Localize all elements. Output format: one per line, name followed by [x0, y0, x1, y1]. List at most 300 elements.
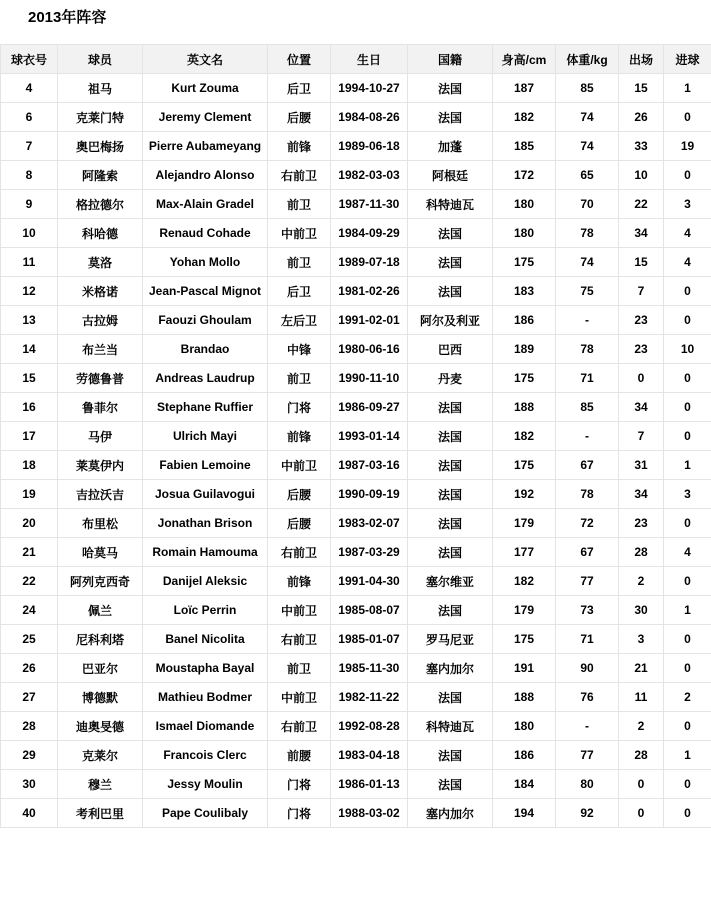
- table-row: [1, 567, 711, 596]
- table-cell: 4: [664, 248, 711, 277]
- table-cell: 莱莫伊内: [58, 451, 143, 480]
- table-cell: Jeremy Clement: [143, 103, 268, 132]
- table-cell: 法国: [408, 103, 493, 132]
- table-cell: 1990-09-19: [331, 480, 408, 509]
- table-row: [1, 625, 711, 654]
- table-cell: 30: [619, 596, 664, 625]
- table-cell: 1: [664, 451, 711, 480]
- table-cell: 77: [556, 741, 619, 770]
- table-cell: Jessy Moulin: [143, 770, 268, 799]
- table-cell: 1992-08-28: [331, 712, 408, 741]
- table-cell: 法国: [408, 277, 493, 306]
- table-cell: 罗马尼亚: [408, 625, 493, 654]
- table-cell: 13: [1, 306, 58, 335]
- table-cell: 183: [493, 277, 556, 306]
- table-cell: 20: [1, 509, 58, 538]
- table-cell: 门将: [268, 393, 331, 422]
- table-cell: 前锋: [268, 422, 331, 451]
- table-cell: 10: [619, 161, 664, 190]
- table-cell: 1985-11-30: [331, 654, 408, 683]
- table-cell: Ulrich Mayi: [143, 422, 268, 451]
- table-cell: 博德默: [58, 683, 143, 712]
- table-cell: 考利巴里: [58, 799, 143, 828]
- table-cell: 34: [619, 480, 664, 509]
- table-cell: Max-Alain Gradel: [143, 190, 268, 219]
- table-cell: 6: [1, 103, 58, 132]
- column-header: 生日: [331, 45, 408, 74]
- table-cell: 1981-02-26: [331, 277, 408, 306]
- table-cell: 187: [493, 74, 556, 103]
- table-cell: 1985-01-07: [331, 625, 408, 654]
- table-cell: 法国: [408, 683, 493, 712]
- table-cell: 吉拉沃吉: [58, 480, 143, 509]
- table-row: [1, 712, 711, 741]
- table-cell: 34: [619, 393, 664, 422]
- table-cell: 25: [1, 625, 58, 654]
- table-cell: 186: [493, 741, 556, 770]
- table-cell: Ismael Diomande: [143, 712, 268, 741]
- table-cell: 74: [556, 132, 619, 161]
- table-cell: 阿根廷: [408, 161, 493, 190]
- table-cell: 1989-07-18: [331, 248, 408, 277]
- table-cell: 0: [664, 277, 711, 306]
- table-cell: 法国: [408, 480, 493, 509]
- table-cell: 劳德鲁普: [58, 364, 143, 393]
- table-cell: 哈莫马: [58, 538, 143, 567]
- table-cell: 188: [493, 683, 556, 712]
- table-cell: 巴亚尔: [58, 654, 143, 683]
- table-cell: 74: [556, 103, 619, 132]
- table-cell: 78: [556, 335, 619, 364]
- table-cell: 175: [493, 451, 556, 480]
- table-cell: 0: [664, 567, 711, 596]
- table-cell: Fabien Lemoine: [143, 451, 268, 480]
- table-cell: 米格诺: [58, 277, 143, 306]
- table-cell: 78: [556, 219, 619, 248]
- table-cell: 1986-09-27: [331, 393, 408, 422]
- table-cell: 1984-08-26: [331, 103, 408, 132]
- table-cell: 布里松: [58, 509, 143, 538]
- table-cell: 175: [493, 364, 556, 393]
- table-cell: 85: [556, 74, 619, 103]
- table-cell: 78: [556, 480, 619, 509]
- table-cell: 丹麦: [408, 364, 493, 393]
- table-cell: 法国: [408, 509, 493, 538]
- table-cell: 前卫: [268, 364, 331, 393]
- table-row: [1, 480, 711, 509]
- table-cell: 0: [664, 422, 711, 451]
- table-row: [1, 393, 711, 422]
- table-cell: Danijel Aleksic: [143, 567, 268, 596]
- table-cell: 古拉姆: [58, 306, 143, 335]
- table-row: [1, 277, 711, 306]
- table-cell: 10: [1, 219, 58, 248]
- table-cell: 1994-10-27: [331, 74, 408, 103]
- table-cell: 2: [619, 712, 664, 741]
- table-cell: 92: [556, 799, 619, 828]
- table-row: [1, 219, 711, 248]
- table-cell: Banel Nicolita: [143, 625, 268, 654]
- table-cell: 179: [493, 596, 556, 625]
- table-row: [1, 248, 711, 277]
- table-cell: 1983-02-07: [331, 509, 408, 538]
- table-cell: 法国: [408, 596, 493, 625]
- table-cell: 2: [619, 567, 664, 596]
- table-cell: 177: [493, 538, 556, 567]
- table-cell: 29: [1, 741, 58, 770]
- table-cell: Faouzi Ghoulam: [143, 306, 268, 335]
- table-cell: 中前卫: [268, 451, 331, 480]
- table-cell: 26: [619, 103, 664, 132]
- table-cell: 1983-04-18: [331, 741, 408, 770]
- table-cell: 前锋: [268, 567, 331, 596]
- table-cell: 182: [493, 567, 556, 596]
- table-cell: Pape Coulibaly: [143, 799, 268, 828]
- table-cell: Pierre Aubameyang: [143, 132, 268, 161]
- table-cell: 4: [664, 538, 711, 567]
- table-cell: 16: [1, 393, 58, 422]
- table-cell: 1991-04-30: [331, 567, 408, 596]
- table-header-row: [1, 45, 711, 74]
- table-cell: 1987-03-29: [331, 538, 408, 567]
- table-cell: Kurt Zouma: [143, 74, 268, 103]
- table-cell: 80: [556, 770, 619, 799]
- table-row: [1, 422, 711, 451]
- table-cell: 40: [1, 799, 58, 828]
- table-cell: 塞尔维亚: [408, 567, 493, 596]
- table-cell: 192: [493, 480, 556, 509]
- table-cell: 21: [1, 538, 58, 567]
- table-cell: 1987-11-30: [331, 190, 408, 219]
- table-cell: 0: [619, 799, 664, 828]
- table-cell: 马伊: [58, 422, 143, 451]
- column-header: 英文名: [143, 45, 268, 74]
- table-cell: 0: [619, 364, 664, 393]
- table-cell: 穆兰: [58, 770, 143, 799]
- page-title: 2013年阵容: [28, 9, 107, 26]
- table-cell: 法国: [408, 770, 493, 799]
- table-head: [1, 45, 711, 74]
- table-cell: 11: [619, 683, 664, 712]
- table-cell: 7: [619, 277, 664, 306]
- table-cell: 后卫: [268, 277, 331, 306]
- table-cell: 23: [619, 306, 664, 335]
- table-cell: 1989-06-18: [331, 132, 408, 161]
- table-row: [1, 103, 711, 132]
- table-cell: 26: [1, 654, 58, 683]
- table-cell: 19: [1, 480, 58, 509]
- table-cell: 73: [556, 596, 619, 625]
- table-cell: 0: [664, 306, 711, 335]
- table-cell: 182: [493, 103, 556, 132]
- table-cell: Jean-Pascal Mignot: [143, 277, 268, 306]
- table-cell: 188: [493, 393, 556, 422]
- squad-table: [0, 44, 711, 828]
- table-row: [1, 132, 711, 161]
- table-cell: 克莱尔: [58, 741, 143, 770]
- table-cell: 1988-03-02: [331, 799, 408, 828]
- table-cell: 21: [619, 654, 664, 683]
- table-cell: 194: [493, 799, 556, 828]
- table-cell: 右前卫: [268, 538, 331, 567]
- table-cell: 90: [556, 654, 619, 683]
- table-cell: 31: [619, 451, 664, 480]
- table-cell: 前腰: [268, 741, 331, 770]
- table-cell: 9: [1, 190, 58, 219]
- table-cell: 右前卫: [268, 161, 331, 190]
- column-header: 出场: [619, 45, 664, 74]
- table-cell: 0: [664, 799, 711, 828]
- table-cell: 克莱门特: [58, 103, 143, 132]
- table-cell: 28: [619, 538, 664, 567]
- table-cell: 65: [556, 161, 619, 190]
- table-cell: 184: [493, 770, 556, 799]
- table-cell: 23: [619, 509, 664, 538]
- table-cell: 180: [493, 219, 556, 248]
- table-cell: 阿列克西奇: [58, 567, 143, 596]
- table-cell: Loïc Perrin: [143, 596, 268, 625]
- table-cell: 17: [1, 422, 58, 451]
- table-cell: 77: [556, 567, 619, 596]
- table-cell: 0: [664, 364, 711, 393]
- table-cell: 23: [619, 335, 664, 364]
- table-cell: 加蓬: [408, 132, 493, 161]
- table-cell: 18: [1, 451, 58, 480]
- table-cell: 71: [556, 364, 619, 393]
- table-cell: 1991-02-01: [331, 306, 408, 335]
- table-cell: 左后卫: [268, 306, 331, 335]
- table-cell: 法国: [408, 393, 493, 422]
- table-cell: 10: [664, 335, 711, 364]
- table-cell: 0: [664, 103, 711, 132]
- table-cell: 1985-08-07: [331, 596, 408, 625]
- table-cell: 科特迪瓦: [408, 712, 493, 741]
- table-cell: Moustapha Bayal: [143, 654, 268, 683]
- table-cell: 7: [619, 422, 664, 451]
- table-cell: Andreas Laudrup: [143, 364, 268, 393]
- table-cell: 12: [1, 277, 58, 306]
- table-cell: 中锋: [268, 335, 331, 364]
- table-cell: 175: [493, 625, 556, 654]
- table-cell: 0: [664, 712, 711, 741]
- table-cell: 1987-03-16: [331, 451, 408, 480]
- table-cell: 1986-01-13: [331, 770, 408, 799]
- table-row: [1, 596, 711, 625]
- table-cell: Brandao: [143, 335, 268, 364]
- table-cell: 1: [664, 596, 711, 625]
- table-cell: 1: [664, 74, 711, 103]
- table-row: [1, 538, 711, 567]
- table-cell: 佩兰: [58, 596, 143, 625]
- table-cell: 175: [493, 248, 556, 277]
- table-cell: 中前卫: [268, 219, 331, 248]
- table-cell: 15: [619, 74, 664, 103]
- column-header: 位置: [268, 45, 331, 74]
- table-cell: -: [556, 422, 619, 451]
- table-row: [1, 364, 711, 393]
- table-cell: 0: [664, 393, 711, 422]
- table-cell: 15: [619, 248, 664, 277]
- table-cell: -: [556, 712, 619, 741]
- table-cell: Alejandro Alonso: [143, 161, 268, 190]
- table-row: [1, 654, 711, 683]
- table-cell: 后腰: [268, 480, 331, 509]
- table-cell: Josua Guilavogui: [143, 480, 268, 509]
- table-row: [1, 74, 711, 103]
- table-cell: 0: [664, 161, 711, 190]
- table-cell: 中前卫: [268, 683, 331, 712]
- table-cell: 180: [493, 190, 556, 219]
- table-cell: 180: [493, 712, 556, 741]
- table-cell: 70: [556, 190, 619, 219]
- table-cell: Yohan Mollo: [143, 248, 268, 277]
- table-cell: 塞内加尔: [408, 799, 493, 828]
- table-cell: 14: [1, 335, 58, 364]
- table-cell: 189: [493, 335, 556, 364]
- table-row: [1, 741, 711, 770]
- table-cell: 祖马: [58, 74, 143, 103]
- column-header: 球员: [58, 45, 143, 74]
- table-cell: Francois Clerc: [143, 741, 268, 770]
- column-header: 体重/kg: [556, 45, 619, 74]
- table-cell: 前卫: [268, 190, 331, 219]
- table-cell: 阿隆索: [58, 161, 143, 190]
- column-header: 球衣号: [1, 45, 58, 74]
- table-cell: 1982-03-03: [331, 161, 408, 190]
- table-cell: 19: [664, 132, 711, 161]
- table-cell: 后腰: [268, 509, 331, 538]
- column-header: 国籍: [408, 45, 493, 74]
- table-cell: 172: [493, 161, 556, 190]
- table-cell: 法国: [408, 451, 493, 480]
- table-cell: Mathieu Bodmer: [143, 683, 268, 712]
- table-cell: 28: [1, 712, 58, 741]
- table-cell: 中前卫: [268, 596, 331, 625]
- table-row: [1, 509, 711, 538]
- table-cell: 法国: [408, 538, 493, 567]
- table-row: [1, 161, 711, 190]
- table-cell: 布兰当: [58, 335, 143, 364]
- table-cell: 11: [1, 248, 58, 277]
- table-cell: 1982-11-22: [331, 683, 408, 712]
- table-cell: 法国: [408, 741, 493, 770]
- table-cell: 前卫: [268, 248, 331, 277]
- table-cell: 法国: [408, 74, 493, 103]
- table-cell: 7: [1, 132, 58, 161]
- table-row: [1, 335, 711, 364]
- table-cell: 186: [493, 306, 556, 335]
- table-cell: 72: [556, 509, 619, 538]
- column-header: 进球: [664, 45, 711, 74]
- table-cell: 法国: [408, 422, 493, 451]
- column-header: 身高/cm: [493, 45, 556, 74]
- table-cell: -: [556, 306, 619, 335]
- table-cell: Romain Hamouma: [143, 538, 268, 567]
- table-cell: 2: [664, 683, 711, 712]
- table-cell: 巴西: [408, 335, 493, 364]
- table-cell: 30: [1, 770, 58, 799]
- table-body: [1, 74, 711, 828]
- table-cell: 22: [1, 567, 58, 596]
- table-cell: 3: [664, 480, 711, 509]
- table-cell: 前卫: [268, 654, 331, 683]
- table-cell: 0: [664, 509, 711, 538]
- table-cell: 0: [619, 770, 664, 799]
- table-cell: 75: [556, 277, 619, 306]
- table-cell: 27: [1, 683, 58, 712]
- table-cell: 后腰: [268, 103, 331, 132]
- table-cell: 179: [493, 509, 556, 538]
- table-row: [1, 190, 711, 219]
- table-cell: 4: [1, 74, 58, 103]
- table-cell: 67: [556, 538, 619, 567]
- table-cell: 0: [664, 654, 711, 683]
- table-cell: 3: [664, 190, 711, 219]
- table-cell: 22: [619, 190, 664, 219]
- table-cell: 33: [619, 132, 664, 161]
- table-cell: 8: [1, 161, 58, 190]
- table-cell: Stephane Ruffier: [143, 393, 268, 422]
- table-cell: 34: [619, 219, 664, 248]
- table-cell: 尼科利塔: [58, 625, 143, 654]
- table-cell: 塞内加尔: [408, 654, 493, 683]
- table-cell: 182: [493, 422, 556, 451]
- table-cell: 185: [493, 132, 556, 161]
- table-cell: 15: [1, 364, 58, 393]
- table-cell: 0: [664, 625, 711, 654]
- table-cell: 阿尔及利亚: [408, 306, 493, 335]
- table-cell: 67: [556, 451, 619, 480]
- table-cell: 右前卫: [268, 712, 331, 741]
- table-cell: 74: [556, 248, 619, 277]
- table-cell: 后卫: [268, 74, 331, 103]
- table-cell: 鲁菲尔: [58, 393, 143, 422]
- table-row: [1, 306, 711, 335]
- table-cell: 0: [664, 770, 711, 799]
- table-cell: 右前卫: [268, 625, 331, 654]
- table-cell: 1984-09-29: [331, 219, 408, 248]
- table-cell: 格拉德尔: [58, 190, 143, 219]
- table-cell: 1990-11-10: [331, 364, 408, 393]
- table-cell: 24: [1, 596, 58, 625]
- table-cell: 28: [619, 741, 664, 770]
- table-cell: 71: [556, 625, 619, 654]
- table-cell: Jonathan Brison: [143, 509, 268, 538]
- table-cell: 85: [556, 393, 619, 422]
- table-cell: 科哈德: [58, 219, 143, 248]
- table-cell: Renaud Cohade: [143, 219, 268, 248]
- table-cell: 法国: [408, 219, 493, 248]
- table-cell: 4: [664, 219, 711, 248]
- table-cell: 迪奥旻德: [58, 712, 143, 741]
- table-cell: 76: [556, 683, 619, 712]
- table-cell: 191: [493, 654, 556, 683]
- table-cell: 前锋: [268, 132, 331, 161]
- table-cell: 1993-01-14: [331, 422, 408, 451]
- table-cell: 莫洛: [58, 248, 143, 277]
- table-cell: 门将: [268, 799, 331, 828]
- table-row: [1, 683, 711, 712]
- table-row: [1, 799, 711, 828]
- table-row: [1, 770, 711, 799]
- table-cell: 法国: [408, 248, 493, 277]
- table-cell: 科特迪瓦: [408, 190, 493, 219]
- table-cell: 1: [664, 741, 711, 770]
- table-cell: 奥巴梅扬: [58, 132, 143, 161]
- table-row: [1, 451, 711, 480]
- table-cell: 1980-06-16: [331, 335, 408, 364]
- table-cell: 3: [619, 625, 664, 654]
